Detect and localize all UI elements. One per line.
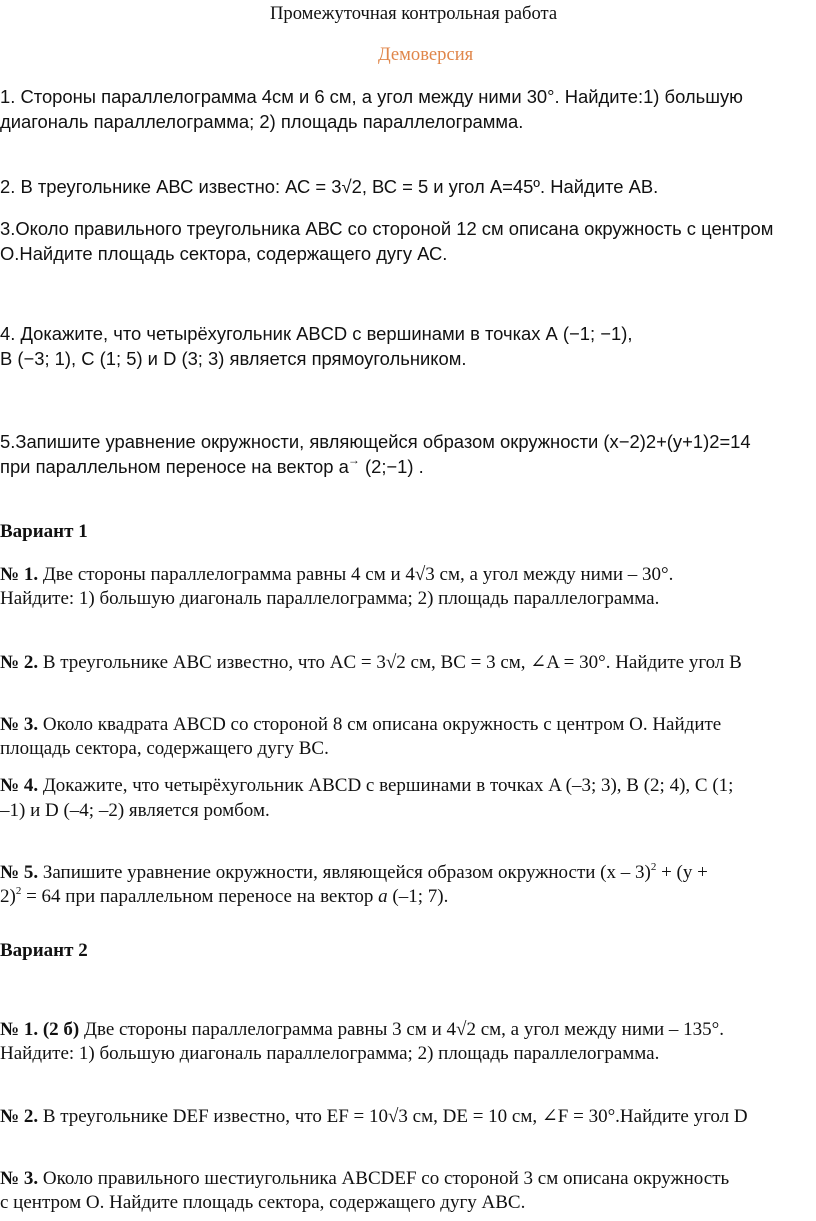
variant1-p4-number: № 4. (0, 775, 39, 796)
variant2-p3-line2: с центром О. Найдите площадь сектора, содержащего дугу ABC. (0, 1192, 526, 1213)
variant2-heading: Вариант 2 (0, 940, 88, 961)
variant2-p2-number: № 2. (0, 1106, 39, 1127)
demo-q5-line2-coords: (2;−1) . (359, 456, 424, 477)
demo-q2-line1: 2. В треугольнике АВС известно: АС = 3√2, ВС = 5 и угол А=45º. Найдите АВ. (0, 176, 659, 197)
variant1-p4-text: Докажите, что четырёхугольник ABCD с вершинами в точках A (–3; 3), B (2; 4), C (1; (38, 775, 734, 796)
variant2-p1-text: Две стороны параллелограмма равны 3 см и 4√2 см, а угол между ними – 135°. (79, 1019, 725, 1040)
demo-q5-line1: 5.Запишите уравнение окружности, являющейся образом окружности (x−2)2+(y+1)2=14 (0, 431, 751, 452)
variant1-p5-exponent-1: 2 (650, 860, 657, 873)
variant2-p2-text: В треугольнике DEF известно, что EF = 10√3 см, DE = 10 см, ∠F = 30°.Найдите угол D (38, 1106, 748, 1127)
vector-arrow-icon: → (347, 453, 360, 467)
variant1-p3-text: Около квадрата ABCD со стороной 8 см описана окружность с центром О. Найдите (38, 714, 722, 735)
variant1-p5-text-d: = 64 при параллельном переносе на вектор (21, 886, 379, 907)
variant1-p5-text-a: Запишите уравнение окружности, являющейся образом окружности (x – 3) (38, 862, 651, 883)
demo-q5-line2-text: при параллельном переносе на вектор a (0, 456, 349, 477)
variant1-p1-number: № 1. (0, 564, 39, 585)
variant1-p1-line1 (0, 564, 673, 586)
variant1-p5-text-e: (–1; 7). (387, 886, 449, 907)
demo-q5-line2 (0, 453, 424, 480)
variant1-p5-number: № 5. (0, 862, 39, 883)
page-subtitle: Демоверсия (378, 44, 474, 65)
variant2-p1-line2: Найдите: 1) большую диагональ параллелограмма; 2) площадь параллелограмма. (0, 1043, 660, 1064)
variant1-p4-line1 (0, 775, 733, 797)
demo-q1-line1: 1. Стороны параллелограмма 4см и 6 см, а угол между ними 30°. Найдите:1) большую (0, 86, 743, 107)
demo-q4-line1: 4. Докажите, что четырёхугольник ABCD с вершинами в точках А (−1; −1), (0, 323, 633, 344)
variant1-p5-text-c: 2) (0, 886, 16, 907)
variant2-p3-line1 (0, 1168, 729, 1190)
variant1-p2-text: В треугольнике ABC известно, что AC = 3√2 см, BC = 3 см, ∠A = 30°. Найдите угол B (38, 652, 742, 673)
variant1-p1-line2: Найдите: 1) большую диагональ параллелограмма; 2) площадь параллелограмма. (0, 588, 660, 609)
demo-q3-line1: 3.Около правильного треугольника АВС со стороной 12 см описана окружность с центром (0, 218, 774, 239)
variant1-p5-line2 (0, 886, 448, 908)
variant1-p5-exponent-2: 2 (15, 884, 22, 897)
variant1-p2-line1 (0, 652, 742, 674)
variant1-p3-line1 (0, 714, 721, 736)
variant1-heading: Вариант 1 (0, 521, 88, 542)
variant1-p2-number: № 2. (0, 652, 39, 673)
demo-q1-line2: диагональ параллелограмма; 2) площадь параллелограмма. (0, 111, 524, 132)
variant2-p1-number: № 1. (2 б) (0, 1019, 80, 1040)
variant2-p3-number: № 3. (0, 1168, 39, 1189)
variant1-p3-number: № 3. (0, 714, 39, 735)
variant1-p5-line1 (0, 862, 708, 884)
variant1-p5-text-b: + (y + (656, 862, 708, 883)
variant2-p1-line1 (0, 1019, 724, 1041)
variant1-p1-text: Две стороны параллелограмма равны 4 см и 4√3 см, а угол между ними – 30°. (38, 564, 674, 585)
variant1-p4-line2: –1) и D (–4; –2) является ромбом. (0, 800, 270, 821)
page-title: Промежуточная контрольная работа (270, 3, 558, 24)
demo-q3-line2: О.Найдите площадь сектора, содержащего дугу АС. (0, 243, 448, 264)
variant2-p2-line1 (0, 1106, 748, 1128)
variant2-p3-text: Около правильного шестиугольника ABCDEF со стороной 3 см описана окружность (38, 1168, 730, 1189)
variant1-p5-vector: a (378, 886, 388, 907)
variant1-p3-line2: площадь сектора, содержащего дугу BC. (0, 738, 329, 759)
demo-q4-line2: В (−3; 1), С (1; 5) и D (3; 3) является прямоугольником. (0, 348, 467, 369)
